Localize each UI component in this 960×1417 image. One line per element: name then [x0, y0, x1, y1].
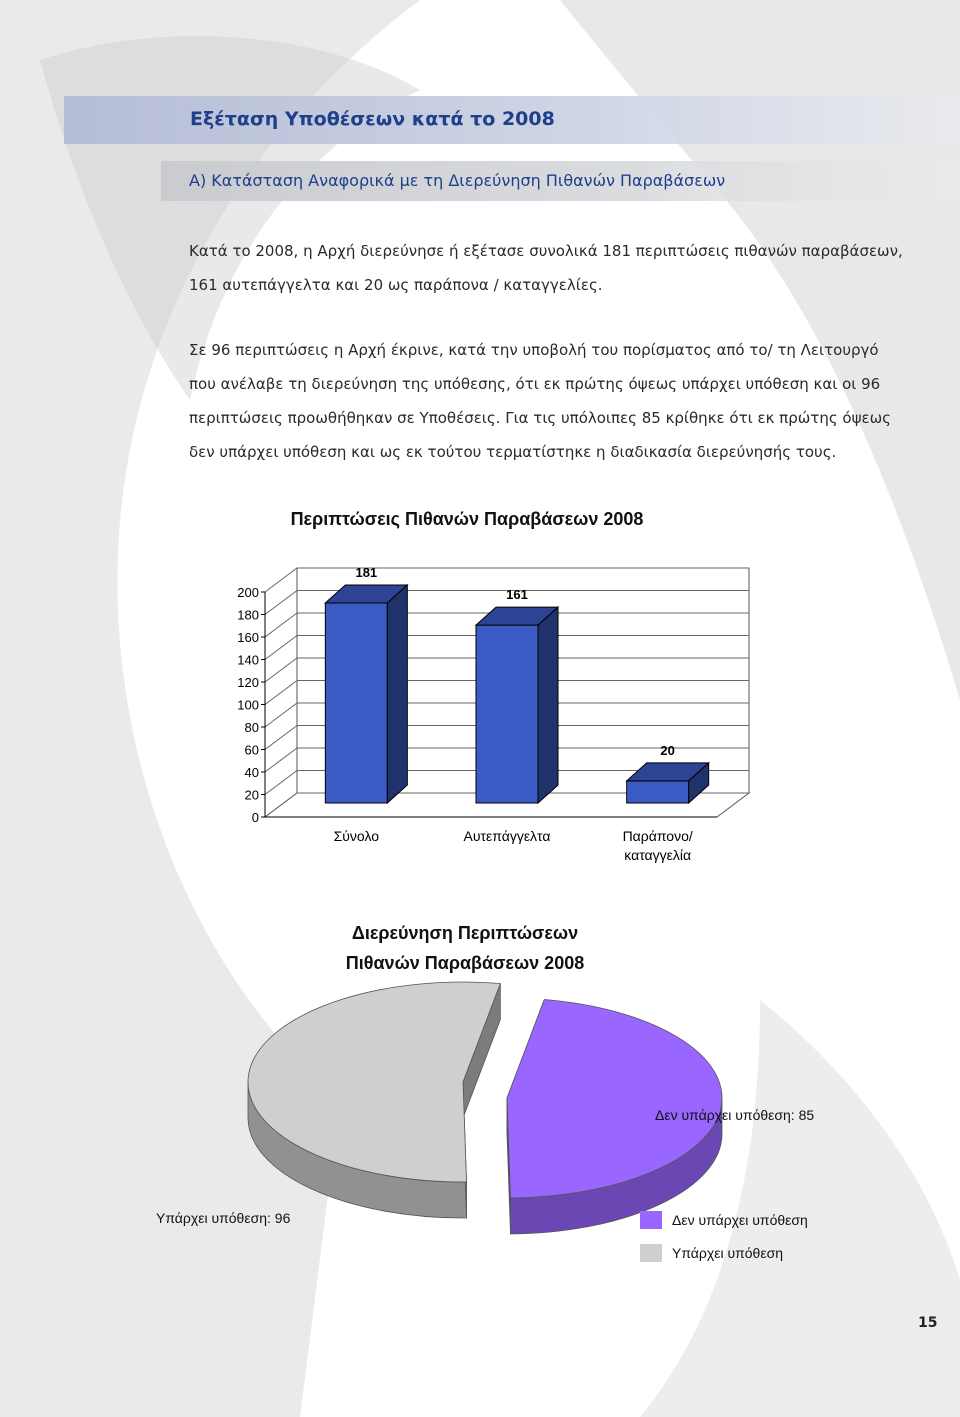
bar-chart-y-tick-label: 60 — [244, 742, 259, 758]
pie-legend-swatch — [640, 1244, 662, 1262]
pie-legend-label: Δεν υπάρχει υπόθεση — [672, 1212, 808, 1228]
pie-slice-label: Δεν υπάρχει υπόθεση: 85 — [655, 1107, 815, 1123]
bar-chart-y-tick-label: 80 — [244, 720, 259, 735]
bar-chart — [187, 503, 793, 865]
bar-chart-gridline-side — [265, 726, 297, 750]
bar-value-label: 161 — [506, 587, 528, 603]
findings-paragraph — [189, 333, 939, 469]
bar-side — [538, 607, 558, 803]
bar-chart-gridline-side — [265, 703, 297, 727]
bar-chart-gridline-side — [265, 636, 297, 660]
section-title: Εξέταση Υποθέσεων κατά το 2008 — [190, 108, 555, 130]
bar-front — [325, 603, 387, 803]
pie-legend-swatch — [640, 1211, 662, 1229]
bar-value-label: 181 — [355, 564, 378, 580]
findings-line-4: δεν υπάρχει υπόθεση και ως εκ τούτου τερματίστηκε η διαδικασία διερεύνησής τους. — [189, 443, 837, 461]
bar-side — [387, 585, 407, 803]
pie-slice-label: Υπάρχει υπόθεση: 96 — [156, 1210, 291, 1226]
subsection-title: Α) Κατάσταση Αναφορικά με τη Διερεύνηση Πιθανών Παραβάσεων — [189, 171, 726, 190]
findings-line-1: Σε 96 περιπτώσεις η Αρχή έκρινε, κατά την υποβολή του πορίσματος από το/ τη Λειτουργό — [189, 341, 879, 359]
pie-chart-title-line: Διερεύνηση Περιπτώσεων — [351, 923, 579, 943]
subsection-banner — [161, 161, 960, 201]
findings-line-3: περιπτώσεις προωθήθηκαν σε Υποθέσεις. Για τις υπόλοιπες 85 κρίθηκε ότι εκ πρώτης όψεως — [189, 409, 891, 427]
intro-paragraph — [189, 234, 939, 302]
bar-chart-y-tick-label: 0 — [251, 810, 259, 825]
bar-chart-title: Περιπτώσεις Πιθανών Παραβάσεων 2008 — [290, 509, 644, 529]
bar-chart-gridline-side — [265, 748, 297, 772]
bar-chart-gridline-side — [265, 568, 297, 592]
intro-line-1: Κατά το 2008, η Αρχή διερεύνησε ή εξέτασε συνολικά 181 περιπτώσεις πιθανών παραβάσεων, — [189, 242, 903, 260]
bar-category-label: καταγγελία — [624, 847, 692, 863]
bar-front — [627, 781, 689, 803]
bar-chart-gridline-side — [265, 613, 297, 637]
bar-chart-svg — [187, 503, 793, 865]
bar-chart-gridline-side — [265, 681, 297, 705]
bar-chart-y-tick-label: 140 — [237, 652, 259, 668]
bar-chart-y-tick-label: 200 — [237, 585, 259, 600]
bar-chart-y-tick-label: 20 — [244, 787, 259, 803]
bar-chart-y-tick-label: 120 — [237, 675, 259, 690]
bar-chart-gridline-side — [265, 658, 297, 682]
bar-chart-y-tick-label: 100 — [237, 697, 259, 713]
section-banner — [64, 96, 960, 144]
bar-chart-y-tick-label: 160 — [237, 630, 259, 645]
page-number: 15 — [918, 1315, 938, 1331]
bar-chart-y-tick-label: 180 — [237, 607, 259, 623]
bar-category-label: Σύνολο — [333, 828, 380, 844]
bar-category-label: Αυτεπάγγελτα — [463, 828, 551, 844]
bar-category-label: Παράπονο/ — [622, 828, 693, 844]
pie-chart — [140, 905, 860, 1290]
bar-front — [476, 625, 538, 803]
bar-chart-gridline-side — [265, 591, 297, 615]
pie-chart-title-line: Πιθανών Παραβάσεων 2008 — [345, 953, 585, 973]
bar-chart-y-tick-label: 40 — [244, 765, 259, 780]
pie-legend-label: Υπάρχει υπόθεση — [672, 1245, 784, 1261]
bar-value-label: 20 — [660, 742, 675, 758]
findings-line-2: που ανέλαβε τη διερεύνηση της υπόθεσης, ότι εκ πρώτης όψεως υπάρχει υπόθεση και οι 96 — [189, 375, 881, 393]
bar-chart-gridline-side — [265, 771, 297, 795]
intro-line-2: 161 αυτεπάγγελτα και 20 ως παράπονα / καταγγελίες. — [189, 276, 603, 294]
pie-chart-svg — [140, 905, 860, 1290]
